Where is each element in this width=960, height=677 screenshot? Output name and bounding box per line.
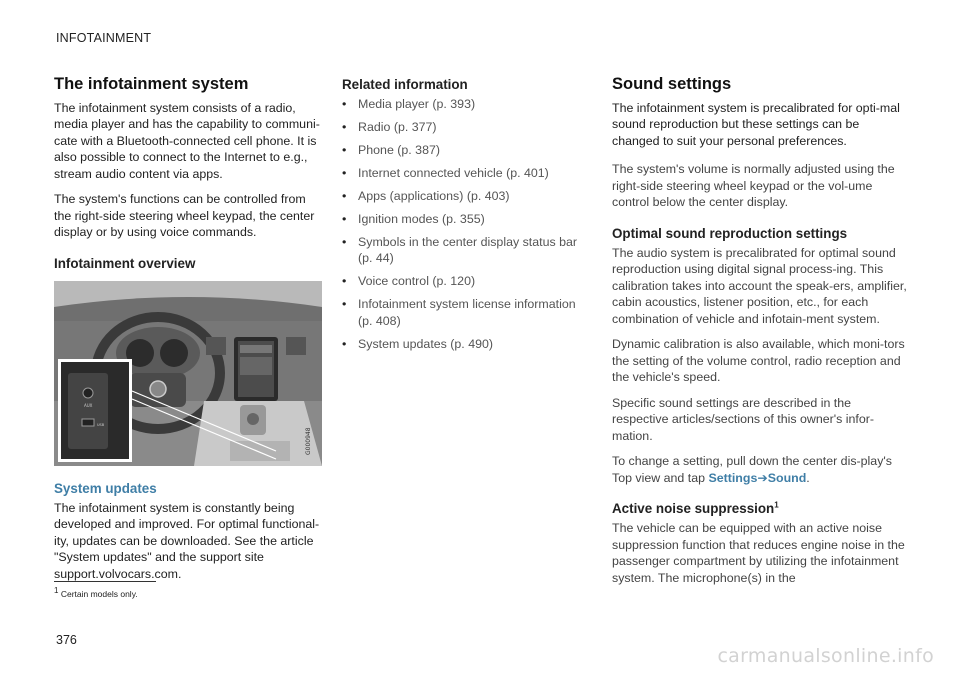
- optimal-sound-heading: Optimal sound reproduction settings: [612, 225, 848, 241]
- footnote: $^1$ Certain models only.: [54, 586, 138, 599]
- list-item[interactable]: • Radio (p. 377): [342, 119, 437, 134]
- list-item[interactable]: • Infotainment system license information (p. 408): [342, 297, 576, 328]
- list-item[interactable]: • Voice control (p. 120): [342, 274, 476, 289]
- active-noise-heading: Active noise suppression$^1$: [612, 500, 779, 517]
- list-item[interactable]: • Internet connected vehicle (p. 401): [342, 165, 549, 180]
- menu-path-settings: Settings: [708, 470, 758, 485]
- overview-heading: Infotainment overview: [54, 255, 196, 271]
- optimal-paragraph-1: The audio system is precalibrated for optimal sound reproduction using digital signal process-ing. This calibration takes into account the speak-ers, amplifier, cabin acoustics, listener position, etc., for each combination of vehicle and infotain-ment system.: [612, 245, 907, 326]
- menu-path-sound: Sound: [767, 470, 807, 485]
- sound-settings-title: Sound settings: [612, 75, 732, 93]
- list-item[interactable]: • Media player (p. 393): [342, 96, 476, 111]
- svg-text:AUX: AUX: [84, 402, 93, 408]
- change-setting-paragraph: To change a setting, pull down the center dis-play's Top view and tap Settings➔Sound.: [612, 454, 892, 485]
- intro-paragraph: The infotainment system consists of a radio, media player and has the capability to communi-cate with a Bluetooth-connected cell phone. It is also possible to connect to the Internet to e.g., stream audio content via apps.: [54, 100, 320, 181]
- related-information-list: [342, 96, 588, 353]
- optimal-paragraph-2: Dynamic calibration is also available, which moni-tors the setting of the volume control, radio reception and the vehicle's speed.: [612, 337, 905, 385]
- system-updates-paragraph: The infotainment system is constantly being developed and improved. For optimal functional-ity, updates can be downloaded. See the article "System updates" and the support site support.volvocars.com.: [54, 500, 320, 581]
- list-item[interactable]: • Phone (p. 387): [342, 142, 440, 157]
- infotainment-overview-image: [54, 281, 322, 466]
- list-item[interactable]: • Apps (applications) (p. 403): [342, 188, 510, 203]
- related-information-heading: Related information: [342, 77, 468, 92]
- section-title: The infotainment system: [54, 75, 249, 93]
- column-right: [612, 72, 908, 595]
- optimal-paragraph-3: Specific sound settings are described in the respective articles/sections of this owner's infor-mation.: [612, 395, 874, 443]
- list-item[interactable]: • Ignition modes (p. 355): [342, 211, 485, 226]
- footnote-divider: [54, 581, 156, 582]
- svg-text:USB: USB: [97, 422, 105, 427]
- list-item[interactable]: • Symbols in the center display status bar (p. 44): [342, 234, 578, 266]
- watermark: carmanualsonline.info: [717, 645, 934, 667]
- section-header: INFOTAINMENT: [56, 31, 152, 45]
- active-noise-paragraph: The vehicle can be equipped with an active noise suppression function that reduces engine noise in the passenger compartment by utilizing the infotainment system. The microphone(s) in the: [612, 521, 905, 585]
- footnote-marker[interactable]: 1: [774, 500, 779, 510]
- volume-paragraph: The system's volume is normally adjusted using the right-side steering wheel keypad or the vol-ume control below the center display.: [612, 162, 895, 210]
- list-item[interactable]: • System updates (p. 490): [342, 336, 493, 351]
- image-code: G000948: [305, 427, 312, 455]
- controls-paragraph: The system's functions can be controlled from the right-side steering wheel keypad, the center display or by using voice commands.: [54, 192, 315, 240]
- sound-intro-paragraph: The infotainment system is precalibrated for opti-mal sound reproduction but these settings can be changed to suit your personal preferences.: [612, 100, 900, 148]
- system-updates-heading: System updates: [54, 480, 157, 496]
- page-number: 376: [56, 633, 77, 647]
- arrow-right-icon: ➔: [757, 470, 768, 485]
- column-left: [54, 72, 322, 591]
- column-middle: [342, 72, 588, 359]
